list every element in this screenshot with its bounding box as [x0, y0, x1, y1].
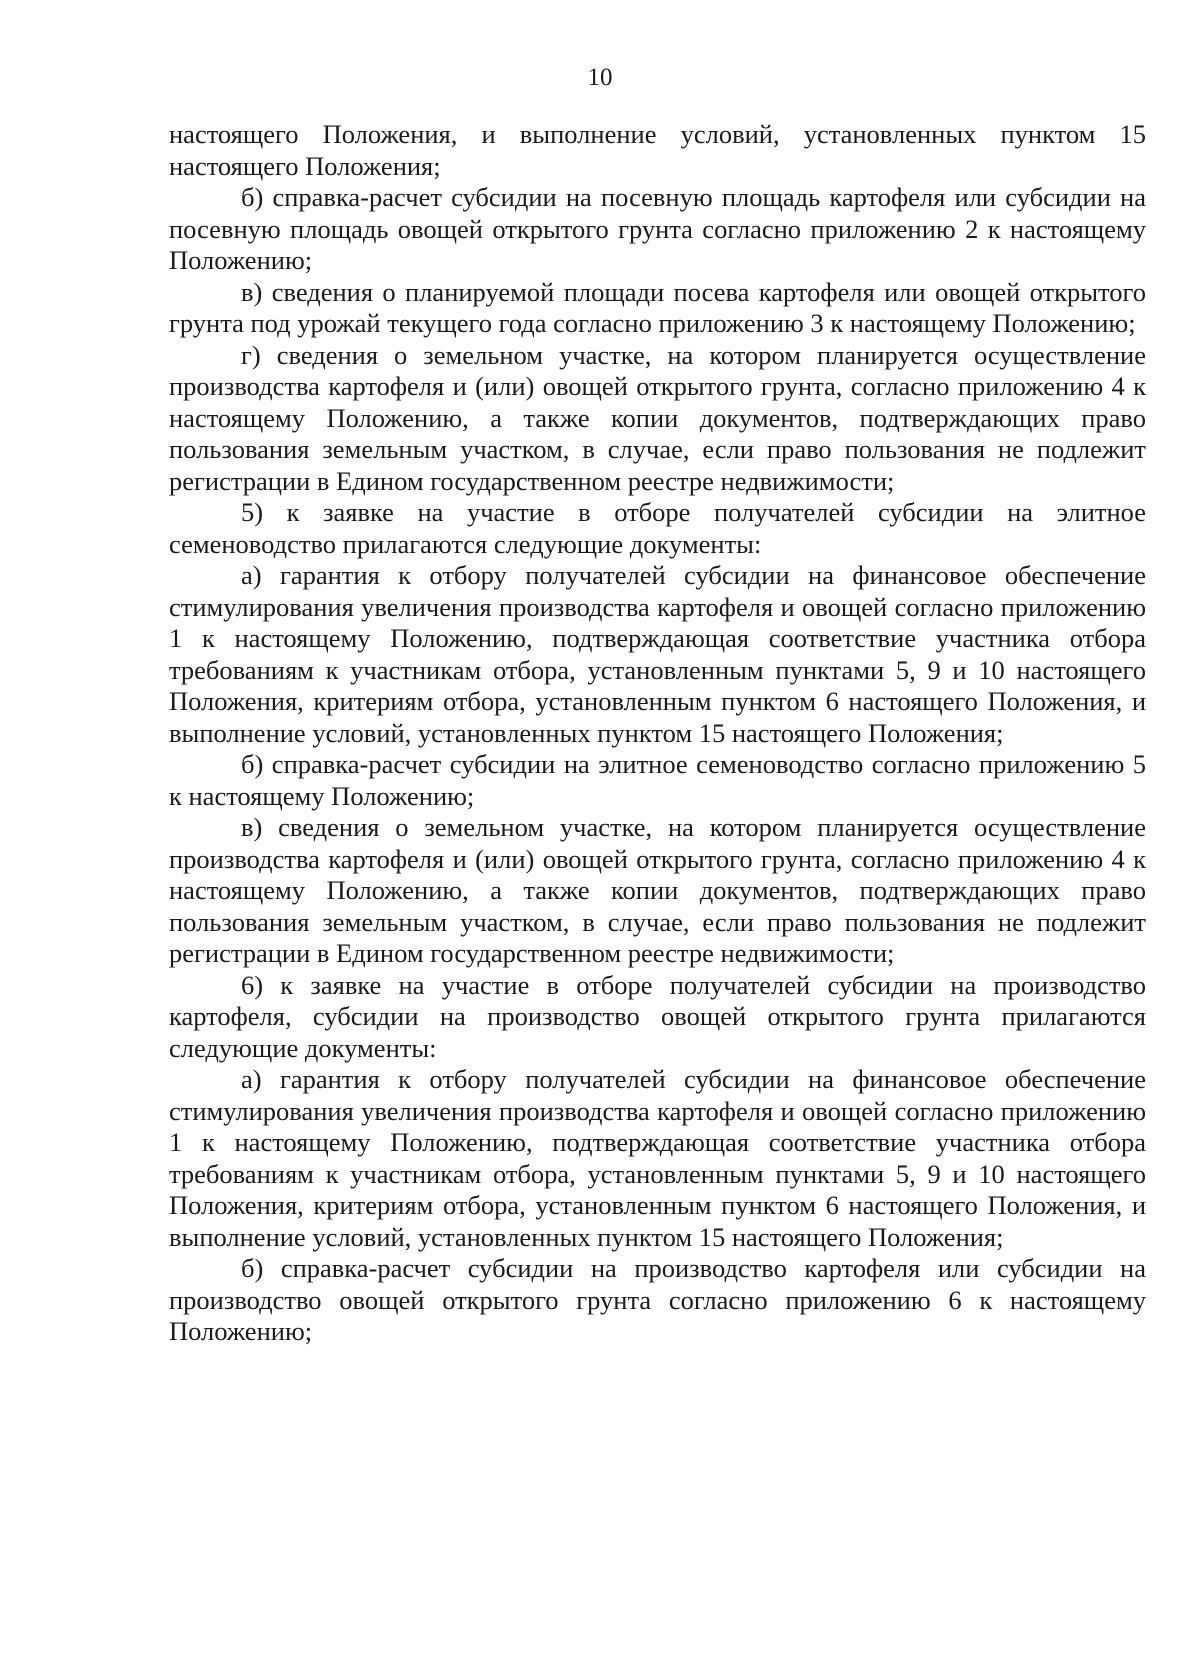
paragraph-item-v-planned-area: в) сведения о планируемой площади посева картофеля или овощей открытого грунта под урожай текущего года согласно приложению 3 к настоящему Положению;: [169, 276, 1146, 338]
paragraph-item-g-land-plot: г) сведения о земельном участке, на котором планируется осуществление производства картофеля и (или) овощей открытого грунта, согласно приложению 4 к настоящему Положению, а также копии документов, подтверждающих право пользования земельным участком, в случае, если право пользования не подлежит регистрации в Едином государственном реестре недвижимости;: [169, 339, 1146, 496]
paragraph-item-b-production-calc: б) справка-расчет субсидии на производство картофеля или субсидии на производство овощей открытого грунта согласно приложению 6 к настоящему Положению;: [169, 1253, 1146, 1346]
paragraph-item-v-land-plot: в) сведения о земельном участке, на котором планируется осуществление производства картофеля и (или) овощей открытого грунта, согласно приложению 4 к настоящему Положению, а также копии документов, подтверждающих право пользования земельным участком, в случае, если право пользования не подлежит регистрации в Едином государственном реестре недвижимости;: [169, 812, 1146, 968]
page-number: 10: [587, 64, 613, 91]
paragraph-item-b-seeding-area-calc: б) справка-расчет субсидии на посевную площадь картофеля или субсидии на посевную площадь овощей открытого грунта согласно приложению 2 к настоящему Положению;: [169, 182, 1146, 275]
paragraph-item-6-production: 6) к заявке на участие в отборе получателей субсидии на производство картофеля, субсидии на производство овощей открытого грунта прилагаются следующие документы:: [169, 969, 1146, 1063]
paragraph-item-a-guarantee: а) гарантия к отбору получателей субсидии на финансовое обеспечение стимулирования увеличения производства картофеля и овощей согласно приложению 1 к настоящему Положению, подтверждающая соответствие участника отбора требованиям к участникам отбора, установленным пунктами 5, 9 и 10 настоящего Положения, критериям отбора, установленным пунктом 6 настоящего Положения, и выполнение условий, установленных пунктом 15 настоящего Положения;: [169, 560, 1146, 748]
paragraph-continuation: настоящего Положения, и выполнение условий, установленных пунктом 15 настоящего Положения;: [169, 119, 1146, 181]
paragraph-item-b-elite-calc: б) справка-расчет субсидии на элитное семеноводство согласно приложению 5 к настоящему Положению;: [169, 749, 1146, 811]
document-body: [169, 119, 1146, 1348]
paragraph-item-a-guarantee-2: а) гарантия к отбору получателей субсидии на финансовое обеспечение стимулирования увеличения производства картофеля и овощей согласно приложению 1 к настоящему Положению, подтверждающая соответствие участника отбора требованиям к участникам отбора, установленным пунктами 5, 9 и 10 настоящего Положения, критериям отбора, установленным пунктом 6 настоящего Положения, и выполнение условий, установленных пунктом 15 настоящего Положения;: [169, 1064, 1146, 1252]
paragraph-item-5-elite-seed: 5) к заявке на участие в отборе получателей субсидии на элитное семеноводство прилагаются следующие документы:: [169, 497, 1146, 559]
